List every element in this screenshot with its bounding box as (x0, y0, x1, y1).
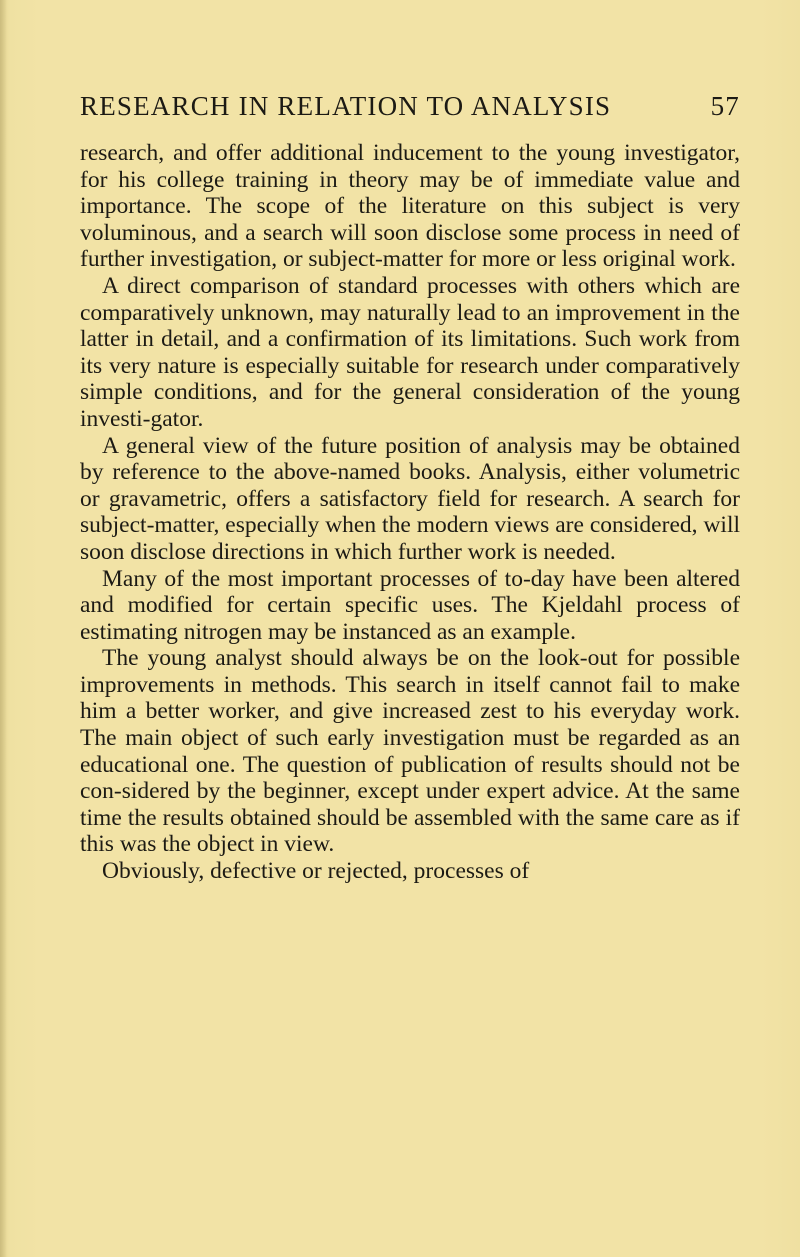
paragraph-2: A direct comparison of standard processes with others which are comparatively unknown, may naturally lead to an improvement in the latter in detail, and a confirmation of its limitations. Such work from its very nature is especially suitable for research under comparatively simple conditions, and for the general consideration of the young investi-gator. (80, 272, 740, 432)
paragraph-4: Many of the most important processes of to-day have been altered and modified for certain specific uses. The Kjeldahl process of estimating nitrogen may be instanced as an example. (80, 565, 740, 645)
paragraph-1: research, and offer additional inducement to the young investigator, for his college training in theory may be of immediate value and importance. The scope of the literature on this subject is very voluminous, and a search will soon disclose some process in need of further investigation, or subject-matter for more or less original work. (80, 140, 740, 273)
running-head (80, 91, 740, 127)
body-text (80, 140, 740, 885)
running-title: RESEARCH IN RELATION TO ANALYSIS (80, 91, 612, 121)
page-number: 57 (710, 91, 740, 121)
paragraph-5: The young analyst should always be on the look-out for possible improvements in methods. This search in itself cannot fail to make him a better worker, and give increased zest to his everyday work. The main object of such early investigation must be regarded as an educational one. The question of publication of results should not be con-sidered by the beginner, except under expert advice. At the same time the results obtained should be assembled with the same care as if this was the object in view. (80, 645, 740, 858)
paragraph-6: Obviously, defective or rejected, processes of (102, 858, 530, 885)
spine-shadow (0, 0, 7, 1257)
paragraph-3: A general view of the future position of analysis may be obtained by reference to the above-named books. Analysis, either volumetric or gravametric, offers a satisfactory field for research. A search for subject-matter, especially when the modern views are considered, will soon disclose directions in which further work is needed. (80, 432, 740, 565)
